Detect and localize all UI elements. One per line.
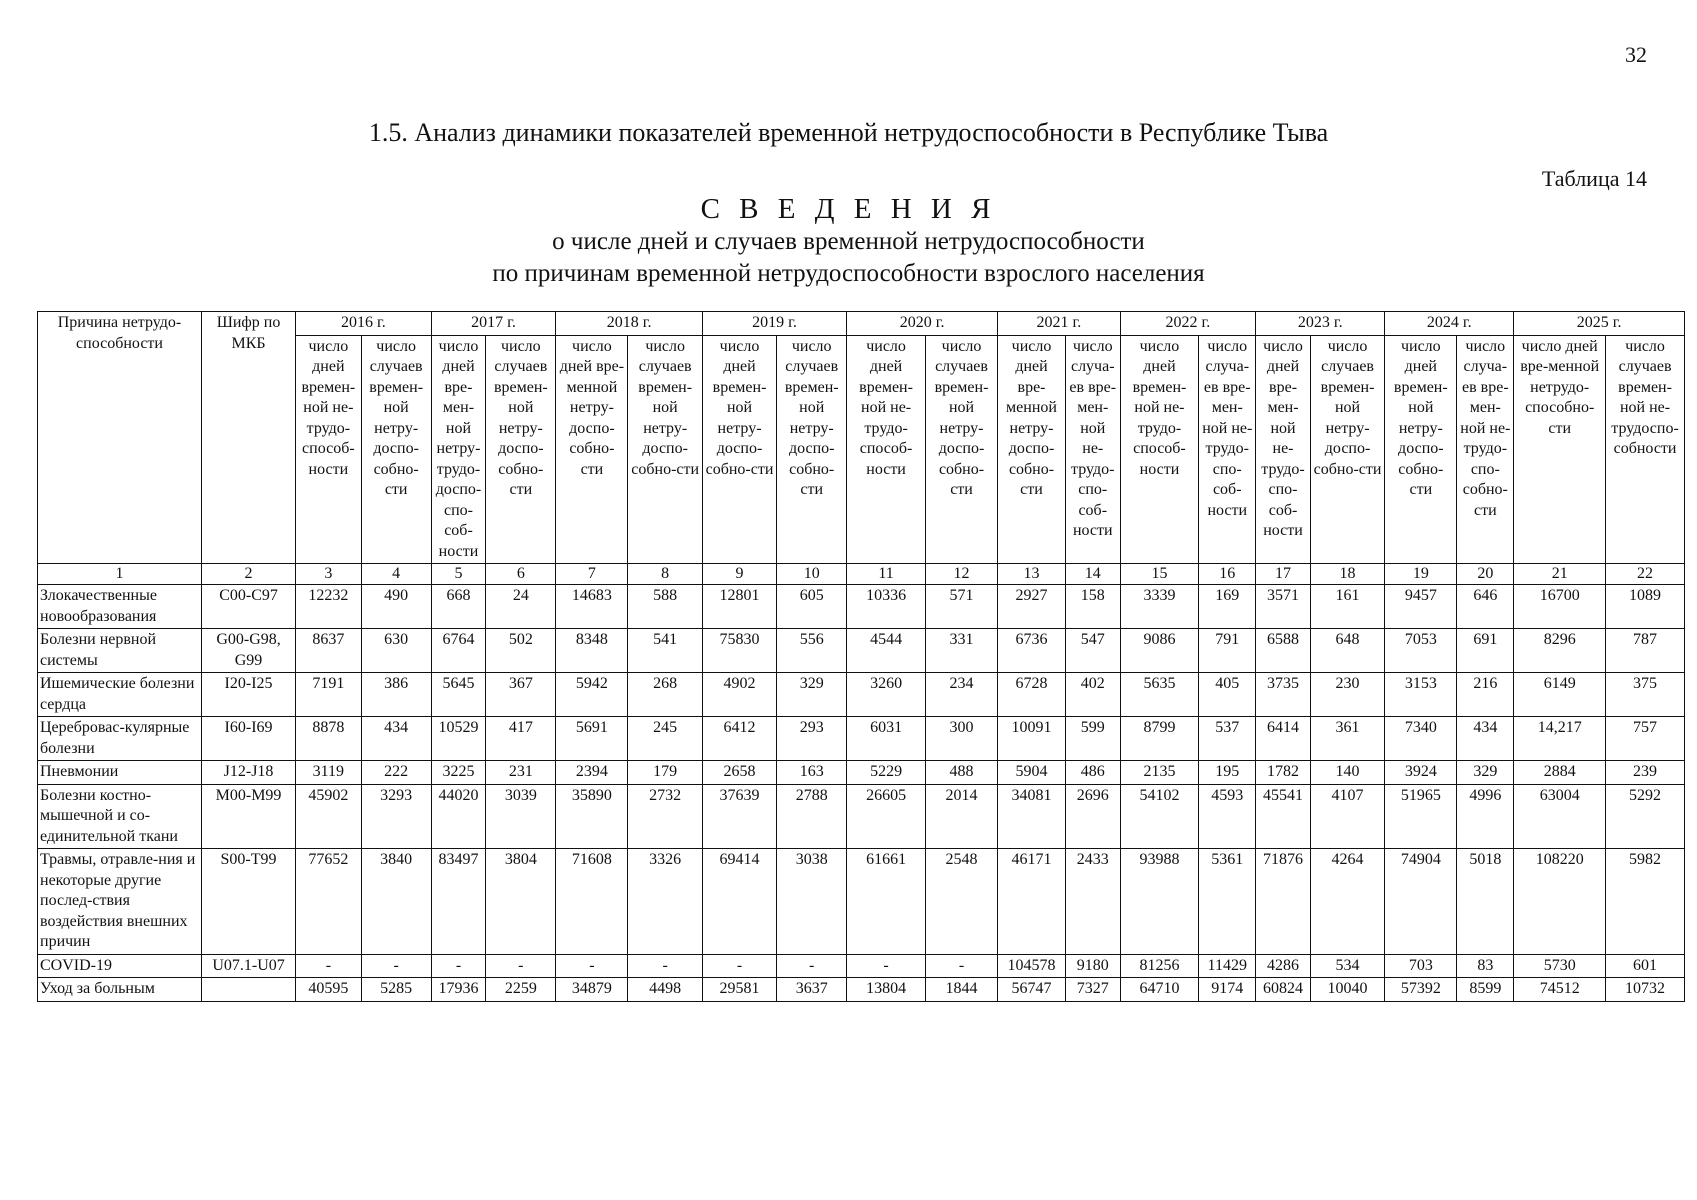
column-index: 22 [1606,564,1685,585]
section-heading: 1.5. Анализ динамики показателей временной нетрудоспособности в Республике Тыва [368,118,1329,147]
subheader-days: число дней вре-мен-ной нетру-трудо-доспо-спо-соб-ности [431,335,486,564]
days-value-cell: 57392 [1385,978,1457,1002]
days-value-cell: 5730 [1514,954,1606,978]
cases-value-cell: 195 [1199,761,1256,785]
days-value-cell: 8296 [1514,629,1606,673]
days-value-cell: 3735 [1256,673,1311,717]
subheader-cases: число случаев времен-ной нетру-доспо-собно-сти [925,335,997,564]
days-value-cell: 6764 [431,629,486,673]
days-value-cell: 81256 [1120,954,1199,978]
cause-cell: Злокачественные новообразования [38,585,202,629]
cases-value-cell: 3038 [777,849,847,955]
cases-value-cell: 4498 [628,978,702,1002]
icd-code-cell: S00-T99 [202,849,296,955]
cases-value-cell: 83 [1457,954,1514,978]
icd-code-cell: М00-М99 [202,784,296,849]
cases-value-cell: 2788 [777,784,847,849]
column-index: 10 [777,564,847,585]
cases-value-cell: 588 [628,585,702,629]
days-value-cell: 4544 [847,629,926,673]
cases-value-cell: 179 [628,761,702,785]
cases-value-cell: 2732 [628,784,702,849]
column-index: 8 [628,564,702,585]
year-header: 2020 г. [847,312,998,336]
cases-value-cell: - [486,954,556,978]
year-header-row [38,312,1685,336]
year-header: 2025 г. [1514,312,1685,336]
cases-value-cell: 329 [777,673,847,717]
cases-value-cell: 605 [777,585,847,629]
subheader-days: число дней вре-мен-ной не-трудо-спо-соб-ности [1256,335,1311,564]
column-index: 18 [1310,564,1384,585]
subheader-days: число дней вре-менной нетру-доспо-собно-сти [998,335,1066,564]
days-value-cell: 9086 [1120,629,1199,673]
days-value-cell: 26605 [847,784,926,849]
subheader-cases: число случаев времен-ной нетру-доспо-собно-сти [628,335,702,564]
cases-value-cell: 646 [1457,585,1514,629]
cases-value-cell: 10732 [1606,978,1685,1002]
column-index: 16 [1199,564,1256,585]
column-index: 5 [431,564,486,585]
column-index: 14 [1065,564,1120,585]
cases-value-cell: - [925,954,997,978]
cases-value-cell: 4264 [1310,849,1384,955]
days-value-cell: 14,217 [1514,717,1606,761]
days-value-cell: 12232 [296,585,362,629]
year-header: 2024 г. [1385,312,1514,336]
document-subtitle-line-2: по причинам временной нетрудоспособности взрослого населения [492,260,1205,287]
cases-value-cell: 502 [486,629,556,673]
icd-code-cell: U07.1-U07 [202,954,296,978]
days-value-cell: - [702,954,776,978]
header-cause: Причина нетрудо-способности [38,312,202,564]
days-value-cell: 7191 [296,673,362,717]
days-value-cell: 3924 [1385,761,1457,785]
cases-value-cell: 386 [361,673,431,717]
cases-value-cell: 417 [486,717,556,761]
subheader-cases: число случаев времен-ной не-трудоспо-собности [1606,335,1685,564]
days-value-cell: 5904 [998,761,1066,785]
cases-value-cell: 547 [1065,629,1120,673]
cases-value-cell: 599 [1065,717,1120,761]
days-value-cell: 45902 [296,784,362,849]
days-value-cell: 5942 [556,673,628,717]
cases-value-cell: 2433 [1065,849,1120,955]
days-value-cell: 16700 [1514,585,1606,629]
days-value-cell: 17936 [431,978,486,1002]
subheader-days: число дней вре-менной нетру-доспо-собно-сти [556,335,628,564]
days-value-cell: - [556,954,628,978]
days-value-cell: 1782 [1256,761,1311,785]
cases-value-cell: 534 [1310,954,1384,978]
cases-value-cell: 158 [1065,585,1120,629]
column-index: 11 [847,564,926,585]
cases-value-cell: 10040 [1310,978,1384,1002]
cases-value-cell: 537 [1199,717,1256,761]
icd-code-cell [202,978,296,1002]
cases-value-cell: 5285 [361,978,431,1002]
cases-value-cell: 239 [1606,761,1685,785]
table-row [38,717,1685,761]
cases-value-cell: 3840 [361,849,431,955]
days-value-cell: 51965 [1385,784,1457,849]
cause-cell: Ишемические болезни сердца [38,673,202,717]
days-value-cell: 64710 [1120,978,1199,1002]
cases-value-cell: 556 [777,629,847,673]
year-header: 2023 г. [1256,312,1385,336]
subheader-cases: число случа-ев вре-мен-ной не-трудо-спо-собно-сти [1457,335,1514,564]
subheader-cases: число случа-ев вре-мен-ной не-трудо-спо-соб-ности [1065,335,1120,564]
cases-value-cell: 3326 [628,849,702,955]
page-number: 32 [1625,42,1647,67]
days-value-cell: 71608 [556,849,628,955]
days-value-cell: 3225 [431,761,486,785]
cases-value-cell: 8599 [1457,978,1514,1002]
cases-value-cell: 329 [1457,761,1514,785]
cases-value-cell: 231 [486,761,556,785]
cases-value-cell: 3804 [486,849,556,955]
days-value-cell: 40595 [296,978,362,1002]
cases-value-cell: 434 [361,717,431,761]
cases-value-cell: 300 [925,717,997,761]
cases-value-cell: 601 [1606,954,1685,978]
days-value-cell: 2658 [702,761,776,785]
days-value-cell: 2884 [1514,761,1606,785]
cases-value-cell: 691 [1457,629,1514,673]
column-index: 13 [998,564,1066,585]
days-value-cell: 3153 [1385,673,1457,717]
cases-value-cell: 163 [777,761,847,785]
cases-value-cell: 11429 [1199,954,1256,978]
days-value-cell: 74512 [1514,978,1606,1002]
cases-value-cell: 169 [1199,585,1256,629]
subheader-days: число дней вре-менной нетрудо-способно-сти [1514,335,1606,564]
year-header: 2022 г. [1120,312,1256,336]
days-value-cell: 10091 [998,717,1066,761]
days-value-cell: 6412 [702,717,776,761]
table-row [38,784,1685,849]
cause-cell: Уход за больным [38,978,202,1002]
days-value-cell: 34879 [556,978,628,1002]
cases-value-cell: 2548 [925,849,997,955]
subheader-days: число дней времен-ной нетру-доспо-собно-сти [702,335,776,564]
cases-value-cell: 3293 [361,784,431,849]
cases-value-cell: 648 [1310,629,1384,673]
days-value-cell: 54102 [1120,784,1199,849]
cases-value-cell: 1089 [1606,585,1685,629]
header-code: Шифр по МКБ [202,312,296,564]
days-value-cell: 8348 [556,629,628,673]
column-index: 2 [202,564,296,585]
table-row [38,761,1685,785]
cases-value-cell: 222 [361,761,431,785]
cases-value-cell: 293 [777,717,847,761]
days-value-cell: 6149 [1514,673,1606,717]
subheader-cases: число случаев времен-ной нетру-доспо-собно-сти [777,335,847,564]
cases-value-cell: 402 [1065,673,1120,717]
days-value-cell: 9457 [1385,585,1457,629]
cases-value-cell: - [361,954,431,978]
days-value-cell: 35890 [556,784,628,849]
year-header: 2021 г. [998,312,1120,336]
days-value-cell: - [296,954,362,978]
cases-value-cell: 571 [925,585,997,629]
days-value-cell: 8878 [296,717,362,761]
cases-value-cell: 541 [628,629,702,673]
icd-code-cell: G00-G98, G99 [202,629,296,673]
days-value-cell: 3571 [1256,585,1311,629]
year-header: 2017 г. [431,312,556,336]
cases-value-cell: 791 [1199,629,1256,673]
days-value-cell: 63004 [1514,784,1606,849]
cases-value-cell: 9174 [1199,978,1256,1002]
cause-cell: Болезни нервной системы [38,629,202,673]
table-body [38,585,1685,1002]
cases-value-cell: 757 [1606,717,1685,761]
days-value-cell: 71876 [1256,849,1311,955]
table-label: Таблица 14 [1541,166,1647,191]
cause-cell: COVID-19 [38,954,202,978]
cases-value-cell: 434 [1457,717,1514,761]
column-index: 20 [1457,564,1514,585]
cases-value-cell: 4593 [1199,784,1256,849]
column-index-row [38,564,1685,585]
cause-cell: Болезни костно-мышечной и со-единительной ткани [38,784,202,849]
cases-value-cell: 5982 [1606,849,1685,955]
subheader-days: число дней времен-ной не-трудо-способ-ности [296,335,362,564]
days-value-cell: 5691 [556,717,628,761]
cases-value-cell: 405 [1199,673,1256,717]
days-value-cell: 104578 [998,954,1066,978]
days-value-cell: 4902 [702,673,776,717]
days-value-cell: - [431,954,486,978]
column-index: 9 [702,564,776,585]
cases-value-cell: 268 [628,673,702,717]
table-row [38,673,1685,717]
cases-value-cell: - [777,954,847,978]
cases-value-cell: 490 [361,585,431,629]
days-value-cell: 83497 [431,849,486,955]
cause-cell: Пневмонии [38,761,202,785]
days-value-cell: 75830 [702,629,776,673]
cases-value-cell: 161 [1310,585,1384,629]
cases-value-cell: 488 [925,761,997,785]
column-index: 12 [925,564,997,585]
subheader-days: число дней времен-ной не-трудо-способ-ности [847,335,926,564]
column-index: 7 [556,564,628,585]
cases-value-cell: 3039 [486,784,556,849]
days-value-cell: 12801 [702,585,776,629]
icd-code-cell: I20-I25 [202,673,296,717]
days-value-cell: 7053 [1385,629,1457,673]
column-index: 4 [361,564,431,585]
table-row [38,978,1685,1002]
days-value-cell: 14683 [556,585,628,629]
cases-value-cell: 367 [486,673,556,717]
cases-value-cell: 4107 [1310,784,1384,849]
cases-value-cell: 140 [1310,761,1384,785]
column-index: 6 [486,564,556,585]
days-value-cell: 8637 [296,629,362,673]
cases-value-cell: 630 [361,629,431,673]
days-value-cell: 108220 [1514,849,1606,955]
cases-value-cell: 234 [925,673,997,717]
icd-code-cell: I60-I69 [202,717,296,761]
cases-value-cell: 3637 [777,978,847,1002]
cases-value-cell: 24 [486,585,556,629]
days-value-cell: 10336 [847,585,926,629]
subheader-days: число дней времен-ной не-трудо-способ-ности [1120,335,1199,564]
title-block [0,192,1697,290]
cases-value-cell: 7327 [1065,978,1120,1002]
cases-value-cell: 5292 [1606,784,1685,849]
days-value-cell: 45541 [1256,784,1311,849]
days-value-cell: 2135 [1120,761,1199,785]
document-subtitle-line-1: о числе дней и случаев временной нетрудоспособности [552,228,1145,255]
statistics-table [37,311,1685,1002]
subheader-cases: число случа-ев вре-мен-ной не-трудо-спо-соб-ности [1199,335,1256,564]
cause-cell: Травмы, отравле-ния и некоторые другие послед-ствия воздействия внешних причин [38,849,202,955]
cases-value-cell: 1844 [925,978,997,1002]
days-value-cell: 4286 [1256,954,1311,978]
days-value-cell: 6736 [998,629,1066,673]
subheader-cases: число случаев времен-ной нетру-доспо-собно-сти [1310,335,1384,564]
cases-value-cell: 4996 [1457,784,1514,849]
icd-code-cell: С00-С97 [202,585,296,629]
days-value-cell: 2927 [998,585,1066,629]
cases-value-cell: 5361 [1199,849,1256,955]
table-row [38,629,1685,673]
days-value-cell: 6031 [847,717,926,761]
cases-value-cell: - [628,954,702,978]
cases-value-cell: 2696 [1065,784,1120,849]
column-index: 3 [296,564,362,585]
days-value-cell: 2394 [556,761,628,785]
days-value-cell: 7340 [1385,717,1457,761]
cases-value-cell: 375 [1606,673,1685,717]
days-value-cell: 69414 [702,849,776,955]
days-value-cell: 13804 [847,978,926,1002]
document-title: С В Е Д Е Н И Я [700,193,997,225]
cases-value-cell: 245 [628,717,702,761]
cases-value-cell: 9180 [1065,954,1120,978]
column-index: 21 [1514,564,1606,585]
days-value-cell: 61661 [847,849,926,955]
cause-cell: Церебровас-кулярные болезни [38,717,202,761]
subheader-days: число дней времен-ной нетру-доспо-собно-сти [1385,335,1457,564]
days-value-cell: 77652 [296,849,362,955]
days-value-cell: - [847,954,926,978]
cases-value-cell: 331 [925,629,997,673]
days-value-cell: 8799 [1120,717,1199,761]
days-value-cell: 46171 [998,849,1066,955]
days-value-cell: 93988 [1120,849,1199,955]
days-value-cell: 60824 [1256,978,1311,1002]
subheader-cases: число случаев времен-ной нетру-доспо-собно-сти [361,335,431,564]
days-value-cell: 74904 [1385,849,1457,955]
days-value-cell: 29581 [702,978,776,1002]
year-header: 2016 г. [296,312,432,336]
days-value-cell: 6588 [1256,629,1311,673]
icd-code-cell: J12-J18 [202,761,296,785]
cases-value-cell: 486 [1065,761,1120,785]
days-value-cell: 34081 [998,784,1066,849]
days-value-cell: 668 [431,585,486,629]
cases-value-cell: 2014 [925,784,997,849]
subheader-cases: число случаев времен-ной нетру-доспо-собно-сти [486,335,556,564]
days-value-cell: 44020 [431,784,486,849]
days-value-cell: 5645 [431,673,486,717]
days-value-cell: 6414 [1256,717,1311,761]
year-header: 2018 г. [556,312,703,336]
days-value-cell: 6728 [998,673,1066,717]
days-value-cell: 703 [1385,954,1457,978]
days-value-cell: 56747 [998,978,1066,1002]
days-value-cell: 10529 [431,717,486,761]
cases-value-cell: 787 [1606,629,1685,673]
days-value-cell: 37639 [702,784,776,849]
column-index: 19 [1385,564,1457,585]
cases-value-cell: 5018 [1457,849,1514,955]
days-value-cell: 3260 [847,673,926,717]
table-row [38,585,1685,629]
days-value-cell: 3339 [1120,585,1199,629]
days-value-cell: 5229 [847,761,926,785]
cases-value-cell: 216 [1457,673,1514,717]
days-value-cell: 5635 [1120,673,1199,717]
table-row [38,954,1685,978]
column-index: 15 [1120,564,1199,585]
cases-value-cell: 230 [1310,673,1384,717]
year-header: 2019 г. [702,312,846,336]
cases-value-cell: 361 [1310,717,1384,761]
table-row [38,849,1685,955]
column-index: 17 [1256,564,1311,585]
days-value-cell: 3119 [296,761,362,785]
column-index: 1 [38,564,202,585]
cases-value-cell: 2259 [486,978,556,1002]
